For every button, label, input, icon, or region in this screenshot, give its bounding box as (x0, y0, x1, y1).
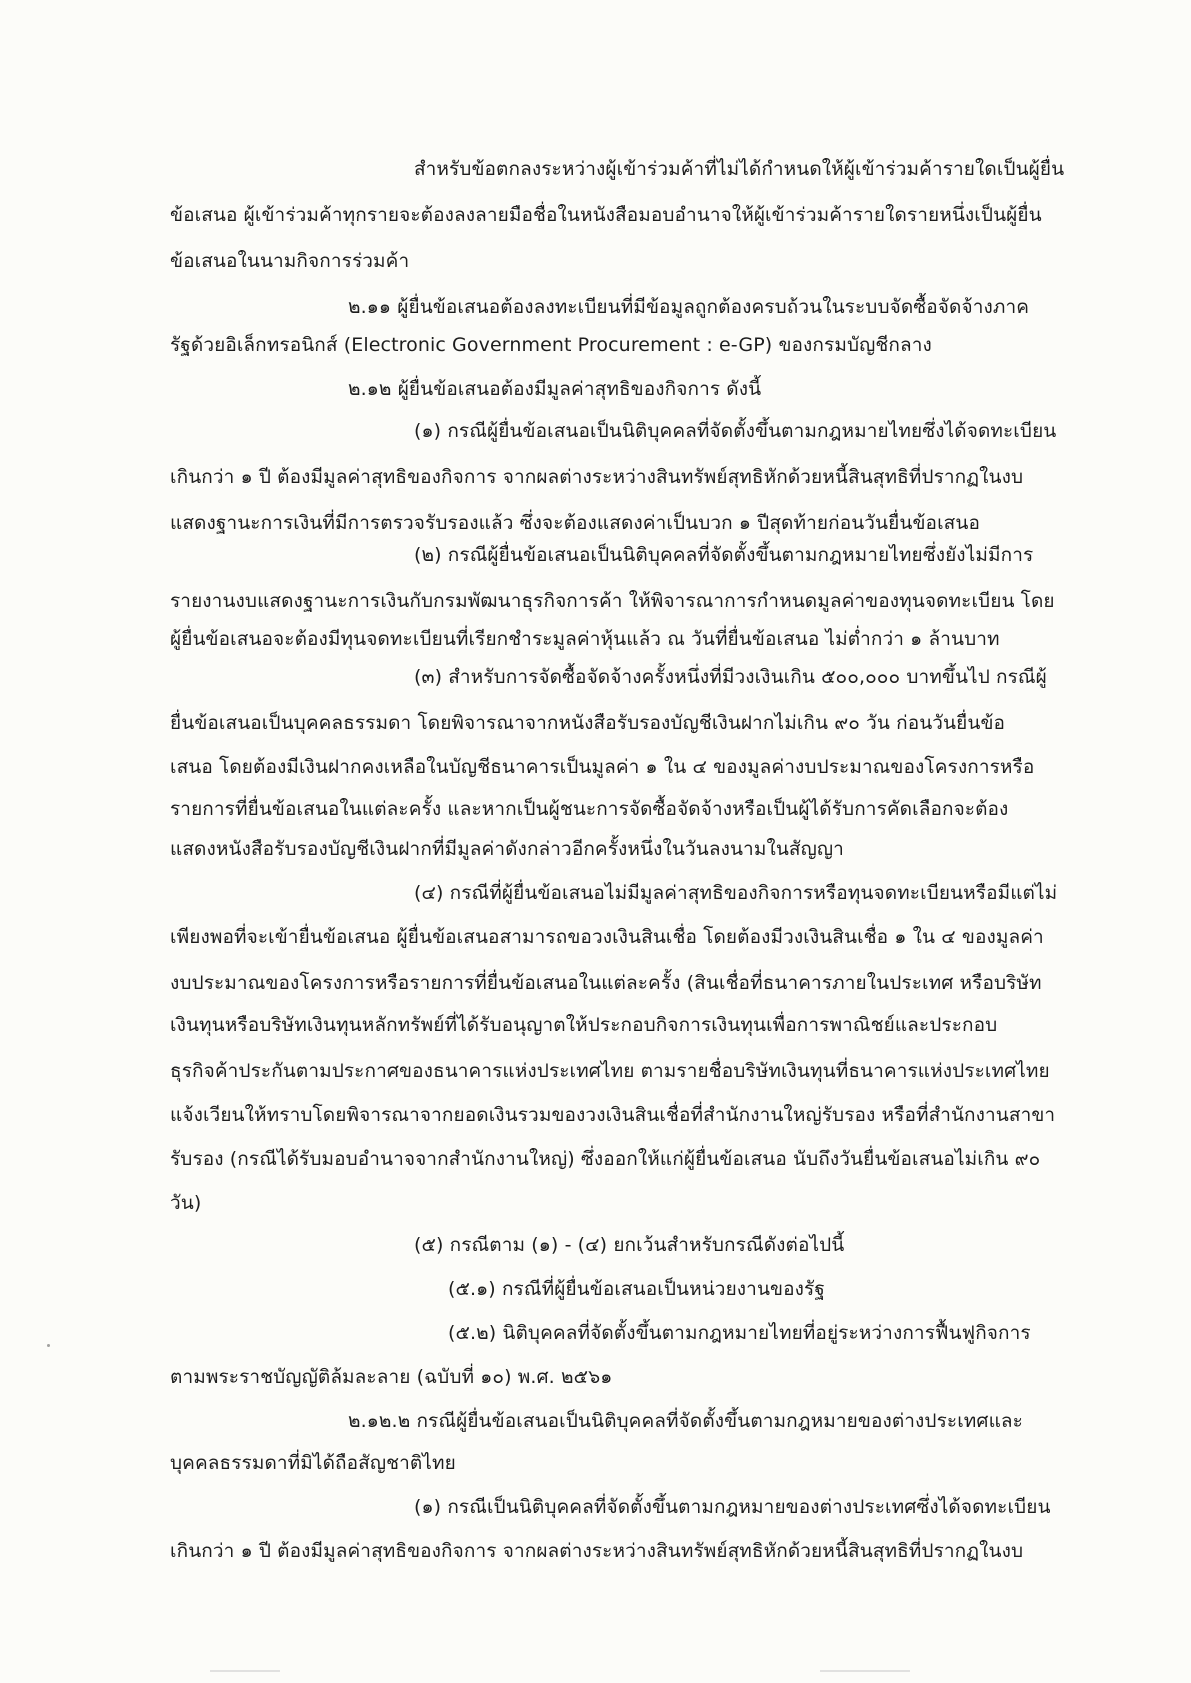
text-line: ๒.๑๒ ผู้ยื่นข้อเสนอต้องมีมูลค่าสุทธิของกิจการ ดังนี้ (348, 378, 762, 400)
text-line: เสนอ โดยต้องมีเงินฝากคงเหลือในบัญชีธนาคารเป็นมูลค่า ๑ ใน ๔ ของมูลค่างบประมาณของโครงการหรือ (170, 756, 1035, 778)
text-line: เกินกว่า ๑ ปี ต้องมีมูลค่าสุทธิของกิจการ จากผลต่างระหว่างสินทรัพย์สุทธิหักด้วยหนี้สินสุทธิที่ปรากฏในงบ (170, 466, 1024, 488)
text-line: (๓) สำหรับการจัดซื้อจัดจ้างครั้งหนึ่งที่มีวงเงินเกิน ๕๐๐,๐๐๐ บาทขึ้นไป กรณีผู้ (414, 666, 1047, 688)
text-line: (๑) กรณีผู้ยื่นข้อเสนอเป็นนิติบุคคลที่จัดตั้งขึ้นตามกฎหมายไทยซึ่งได้จดทะเบียน (414, 420, 1057, 442)
text-line: (๔) กรณีที่ผู้ยื่นข้อเสนอไม่มีมูลค่าสุทธิของกิจการหรือทุนจดทะเบียนหรือมีแต่ไม่ (414, 882, 1058, 904)
text-line: วัน) (170, 1192, 202, 1214)
scan-edge-mark (210, 1670, 280, 1672)
text-line: ตามพระราชบัญญัติล้มละลาย (ฉบับที่ ๑๐) พ.ศ. ๒๕๖๑ (170, 1366, 613, 1388)
text-line: ผู้ยื่นข้อเสนอจะต้องมีทุนจดทะเบียนที่เรียกชำระมูลค่าหุ้นแล้ว ณ วันที่ยื่นข้อเสนอ ไม่ต่ำกว่า ๑ ล้านบาท (170, 628, 1000, 650)
scan-speck (47, 1344, 50, 1347)
text-line: แจ้งเวียนให้ทราบโดยพิจารณาจากยอดเงินรวมของวงเงินสินเชื่อที่สำนักงานใหญ่รับรอง หรือที่สำนักงานสาขา (170, 1104, 1056, 1126)
text-line: (๕.๒) นิติบุคคลที่จัดตั้งขึ้นตามกฎหมายไทยที่อยู่ระหว่างการฟื้นฟูกิจการ (448, 1322, 1031, 1344)
text-line: บุคคลธรรมดาที่มิได้ถือสัญชาติไทย (170, 1452, 456, 1474)
text-line: รับรอง (กรณีได้รับมอบอำนาจจากสำนักงานใหญ่) ซึ่งออกให้แก่ผู้ยื่นข้อเสนอ นับถึงวันยื่นข้อเสนอไม่เกิน ๙๐ (170, 1148, 1041, 1170)
text-line: ข้อเสนอในนามกิจการร่วมค้า (170, 250, 410, 272)
text-line: (๒) กรณีผู้ยื่นข้อเสนอเป็นนิติบุคคลที่จัดตั้งขึ้นตามกฎหมายไทยซึ่งยังไม่มีการ (414, 544, 1034, 566)
text-line: ๒.๑๒.๒ กรณีผู้ยื่นข้อเสนอเป็นนิติบุคคลที่จัดตั้งขึ้นตามกฎหมายของต่างประเทศและ (348, 1410, 1023, 1432)
text-line: แสดงหนังสือรับรองบัญชีเงินฝากที่มีมูลค่าดังกล่าวอีกครั้งหนึ่งในวันลงนามในสัญญา (170, 838, 844, 860)
text-line: แสดงฐานะการเงินที่มีการตรวจรับรองแล้ว ซึ่งจะต้องแสดงค่าเป็นบวก ๑ ปีสุดท้ายก่อนวันยื่นข้อเสนอ (170, 512, 980, 534)
text-line: เกินกว่า ๑ ปี ต้องมีมูลค่าสุทธิของกิจการ จากผลต่างระหว่างสินทรัพย์สุทธิหักด้วยหนี้สินสุทธิที่ปรากฏในงบ (170, 1540, 1024, 1562)
text-line: ๒.๑๑ ผู้ยื่นข้อเสนอต้องลงทะเบียนที่มีข้อมูลถูกต้องครบถ้วนในระบบจัดซื้อจัดจ้างภาค (348, 296, 1030, 318)
scan-edge-mark (820, 1670, 910, 1672)
text-line: รัฐด้วยอิเล็กทรอนิกส์ (Electronic Government Procurement : e-GP) ของกรมบัญชีกลาง (170, 334, 932, 356)
text-line: งบประมาณของโครงการหรือรายการที่ยื่นข้อเสนอในแต่ละครั้ง (สินเชื่อที่ธนาคารภายในประเทศ หรือบริษัท (170, 972, 1042, 994)
text-line: รายการที่ยื่นข้อเสนอในแต่ละครั้ง และหากเป็นผู้ชนะการจัดซื้อจัดจ้างหรือเป็นผู้ได้รับการคัดเลือกจะต้อง (170, 798, 1009, 820)
text-line: สำหรับข้อตกลงระหว่างผู้เข้าร่วมค้าที่ไม่ได้กำหนดให้ผู้เข้าร่วมค้ารายใดเป็นผู้ยื่น (414, 158, 1065, 180)
text-line: ข้อเสนอ ผู้เข้าร่วมค้าทุกรายจะต้องลงลายมือชื่อในหนังสือมอบอำนาจให้ผู้เข้าร่วมค้ารายใดรายหนึ่งเป็นผู้ยื่น (170, 204, 1042, 226)
text-line: (๕.๑) กรณีที่ผู้ยื่นข้อเสนอเป็นหน่วยงานของรัฐ (448, 1278, 825, 1300)
text-line: เงินทุนหรือบริษัทเงินทุนหลักทรัพย์ที่ได้รับอนุญาตให้ประกอบกิจการเงินทุนเพื่อการพาณิชย์และประกอบ (170, 1014, 998, 1036)
text-line: รายงานงบแสดงฐานะการเงินกับกรมพัฒนาธุรกิจการค้า ให้พิจารณาการกำหนดมูลค่าของทุนจดทะเบียน โดย (170, 590, 1055, 612)
text-line: (๕) กรณีตาม (๑) - (๔) ยกเว้นสำหรับกรณีดังต่อไปนี้ (414, 1234, 845, 1256)
text-line: ธุรกิจค้าประกันตามประกาศของธนาคารแห่งประเทศไทย ตามรายชื่อบริษัทเงินทุนที่ธนาคารแห่งประเทศไทย (170, 1060, 1050, 1082)
text-line: ยื่นข้อเสนอเป็นบุคคลธรรมดา โดยพิจารณาจากหนังสือรับรองบัญชีเงินฝากไม่เกิน ๙๐ วัน ก่อนวันยื่นข้อ (170, 712, 1006, 734)
text-line: (๑) กรณีเป็นนิติบุคคลที่จัดตั้งขึ้นตามกฎหมายของต่างประเทศซึ่งได้จดทะเบียน (414, 1496, 1051, 1518)
text-line: เพียงพอที่จะเข้ายื่นข้อเสนอ ผู้ยื่นข้อเสนอสามารถขอวงเงินสินเชื่อ โดยต้องมีวงเงินสินเชื่อ ๑ ใน ๔ ของมูลค่า (170, 926, 1044, 948)
